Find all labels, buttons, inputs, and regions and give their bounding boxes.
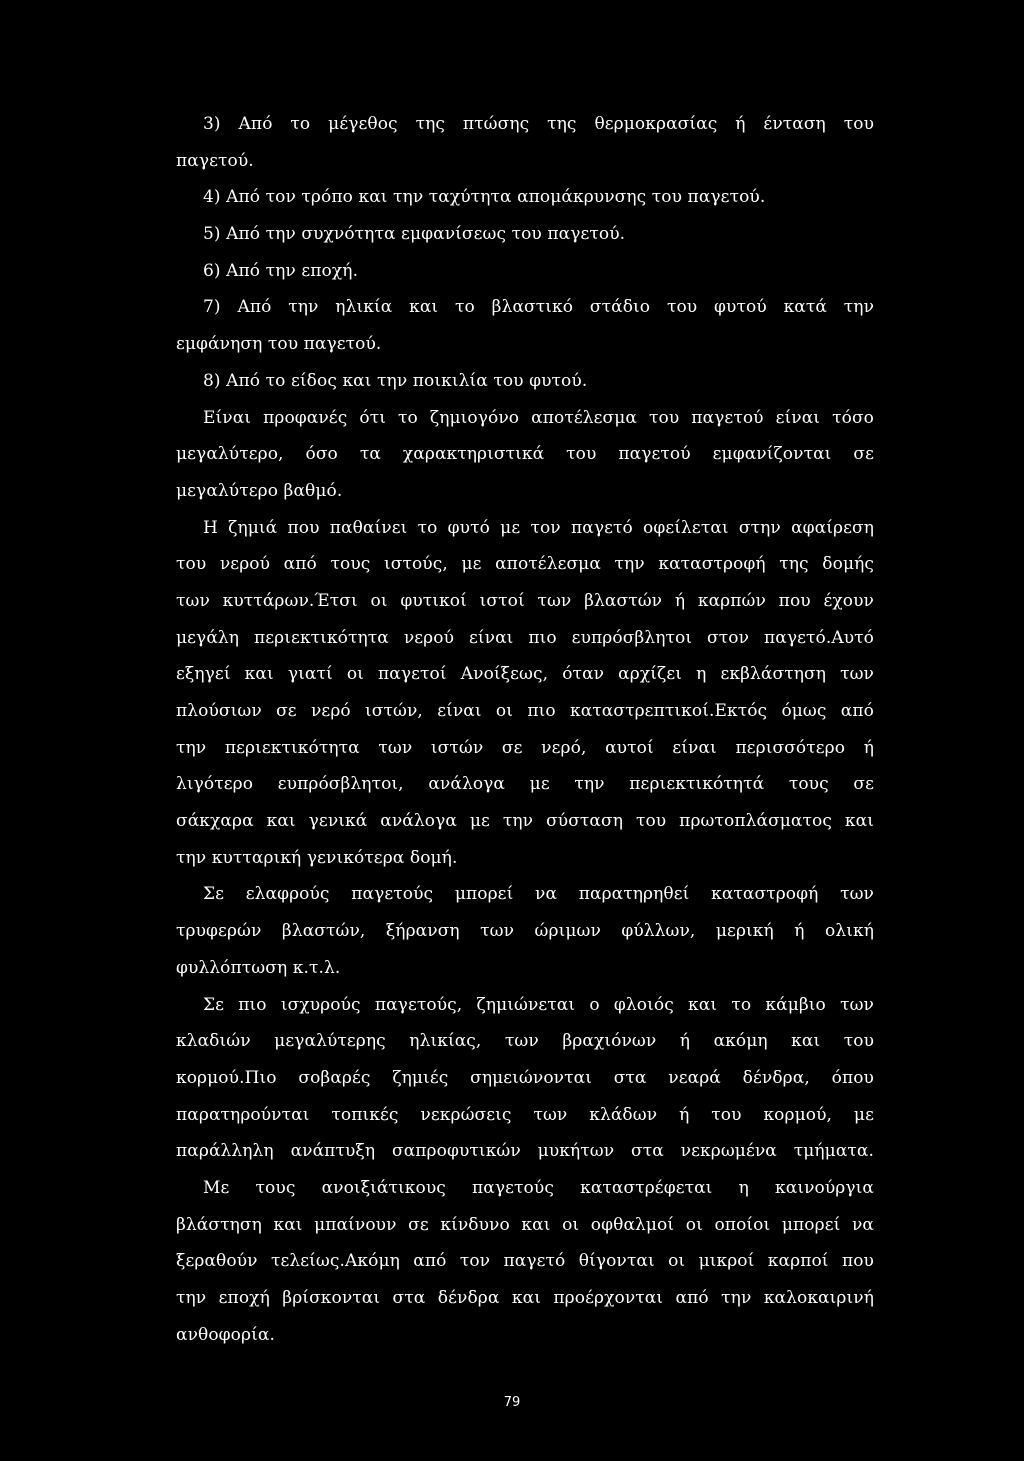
text-line: των κυττάρων.Έτσι οι φυτικοί ιστοί των βλαστών ή καρπών που έχουν [176,590,874,611]
text-line: του νερού από τους ιστούς, με αποτέλεσμα την καταστροφή της δομής [176,554,874,575]
text-line: σάκχαρα και γενικά ανάλογα με την σύσταση του πρωτοπλάσματος και [176,811,874,832]
text-line: εμφάνηση του παγετού. [176,334,382,355]
text-line: Είναι προφανές ότι το ζημιογόνο αποτέλεσμα του παγετού είναι τόσο [203,407,874,428]
text-line: Η ζημιά που παθαίνει το φυτό με τον παγετό οφείλεται στην αφαίρεση [203,517,874,538]
document-body [176,106,874,1353]
text-line: παρατηρούνται τοπικές νεκρώσεις των κλάδων ή του κορμού, με [176,1104,874,1125]
text-line: τρυφερών βλαστών, ξήρανση των ώριμων φύλλων, μερική ή ολική [176,921,874,942]
text-line: φυλλόπτωση κ.τ.λ. [176,957,341,978]
page-number: 79 [503,1395,521,1410]
text-line: παγετού. [176,150,254,171]
text-line: λιγότερο ευπρόσβλητοι, ανάλογα με την περιεκτικότητά τους σε [176,774,874,795]
text-line: 5) Από την συχνότητα εμφανίσεως του παγετού. [203,224,626,245]
text-line: 6) Από την εποχή. [203,260,359,281]
text-line: κλαδιών μεγαλύτερης ηλικίας, των βραχιόνων ή ακόμη και του [176,1031,874,1052]
text-line: την κυτταρική γενικότερα δομή. [176,847,458,868]
text-line: 4) Από τον τρόπο και την ταχύτητα απομάκρυνσης του παγετού. [203,187,766,208]
text-line: ανθοφορία. [176,1324,275,1345]
text-line: κορμού.Πιο σοβαρές ζημιές σημειώνονται στα νεαρά δένδρα, όπου [176,1067,874,1088]
text-line: Σε πιο ισχυρούς παγετούς, ζημιώνεται ο φλοιός και το κάμβιο των [203,994,874,1015]
text-line: 3) Από το μέγεθος της πτώσης της θερμοκρασίας ή ένταση του [203,114,874,134]
text-line: την περιεκτικότητα των ιστών σε νερό, αυτοί είναι περισσότερο ή [176,737,874,758]
text-line: μεγάλη περιεκτικότητα νερού είναι πιο ευπρόσβλητοι στον παγετό.Αυτό [176,627,874,648]
text-line: παράλληλη ανάπτυξη σαπροφυτικών μυκήτων στα νεκρωμένα τμήματα. [176,1141,874,1162]
text-line: βλάστηση και μπαίνουν σε κίνδυνο και οι οφθαλμοί οι οποίοι μπορεί να [176,1214,874,1235]
text-line: 7) Από την ηλικία και το βλαστικό στάδιο του φυτού κατά την [203,297,874,318]
text-line: 8) Από το είδος και την ποικιλία του φυτού. [203,370,588,391]
text-line: Με τους ανοιξιάτικους παγετούς καταστρέφεται η καινούργια [203,1177,874,1198]
text-line: μεγαλύτερο, όσο τα χαρακτηριστικά του παγετού εμφανίζονται σε [176,444,874,465]
text-line: μεγαλύτερο βαθμό. [176,480,343,501]
text-line: ξεραθούν τελείως.Ακόμη από τον παγετό θίγονται οι μικροί καρποί που [176,1251,874,1272]
text-line: πλούσιων σε νερό ιστών, είναι οι πιο καταστρεπτικοί.Εκτός όμως από [176,701,874,721]
text-line: Σε ελαφρούς παγετούς μπορεί να παρατηρηθεί καταστροφή των [203,884,874,905]
text-line: εξηγεί και γιατί οι παγετοί Ανοίξεως, όταν αρχίζει η εκβλάστηση των [176,664,874,685]
text-line: την εποχή βρίσκονται στα δένδρα και προέρχονται από την καλοκαιρινή [176,1288,874,1308]
